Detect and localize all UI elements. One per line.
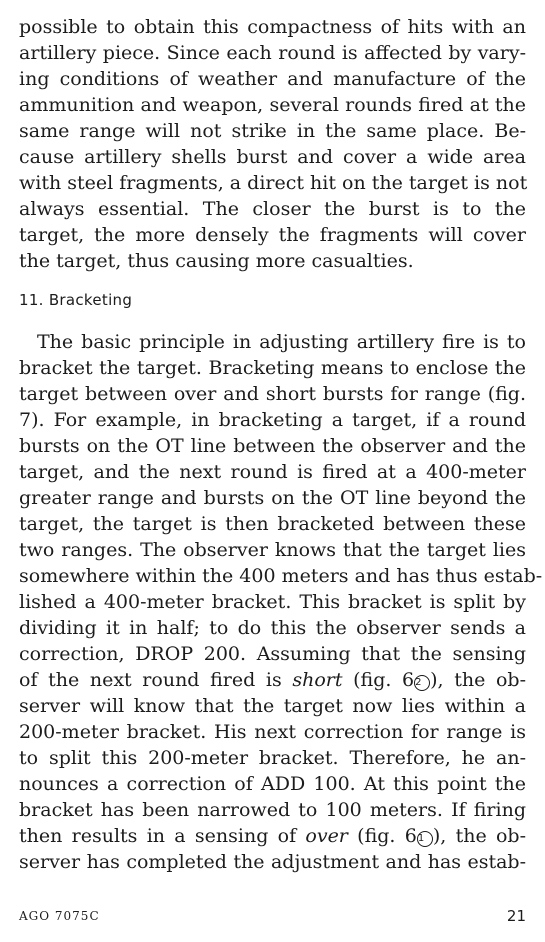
text-line: server will know that the target now lies within a xyxy=(19,695,526,717)
text-span: ), the ob- xyxy=(430,669,526,691)
text-line: dividing it in half; to do this the observer sends a xyxy=(19,617,526,639)
emphasis-short: short xyxy=(292,669,343,691)
text-line: two ranges. The observer knows that the target lies xyxy=(19,539,526,561)
text-line: bursts on the OT line between the observer and the xyxy=(19,435,526,457)
page-number: 21 xyxy=(506,907,526,925)
text-line: ammunition and weapon, several rounds fired at the xyxy=(19,94,526,116)
text-line-short xyxy=(19,667,526,693)
text-span: then results in a sensing of xyxy=(19,825,306,847)
text-line: possible to obtain this compactness of hits with an xyxy=(19,16,526,38)
document-code: AGO 7075C xyxy=(19,909,100,923)
text-line: lished a 400-meter bracket. This bracket is split by xyxy=(19,591,526,613)
circled-number: 1 xyxy=(417,831,433,847)
text-line: cause artillery shells burst and cover a wide area xyxy=(19,146,526,168)
text-line: target, and the next round is fired at a 400-meter xyxy=(19,461,526,483)
text-line: The basic principle in adjusting artillery fire is to xyxy=(37,331,526,353)
text-line: target between over and short bursts for range (fig. xyxy=(19,383,526,405)
circled-number: 2 xyxy=(414,675,430,691)
text-line: with steel fragments, a direct hit on the target is not xyxy=(19,172,528,194)
text-span: (fig. 6 xyxy=(347,825,417,847)
text-line: somewhere within the 400 meters and has thus estab- xyxy=(19,565,543,587)
text-line: greater range and bursts on the OT line beyond the xyxy=(19,487,526,509)
section-heading: 11. Bracketing xyxy=(19,291,133,309)
text-span: (fig. 6 xyxy=(342,669,415,691)
text-line: bracket has been narrowed to 100 meters. If firing xyxy=(19,799,526,821)
text-line: artillery piece. Since each round is affected by vary- xyxy=(19,42,526,64)
text-line: to split this 200-meter bracket. Therefore, he an- xyxy=(19,747,526,769)
text-line: same range will not strike in the same place. Be- xyxy=(19,120,526,142)
text-line: 200-meter bracket. His next correction for range is xyxy=(19,721,526,743)
text-line: correction, DROP 200. Assuming that the sensing xyxy=(19,643,526,665)
emphasis-over: over xyxy=(305,825,348,847)
text-line: ing conditions of weather and manufacture of the xyxy=(19,68,526,90)
text-line: always essential. The closer the burst is to the xyxy=(19,198,526,220)
text-line: target, the target is then bracketed between these xyxy=(19,513,526,535)
text-line: server has completed the adjustment and has estab- xyxy=(19,851,526,873)
text-line: bracket the target. Bracketing means to enclose the xyxy=(19,357,526,379)
text-span: ), the ob- xyxy=(432,825,526,847)
text-line: the target, thus causing more casualties. xyxy=(19,250,414,272)
text-line: 7). For example, in bracketing a target, if a round xyxy=(19,409,526,431)
text-span: of the next round fired is xyxy=(19,669,293,691)
text-line: nounces a correction of ADD 100. At this point the xyxy=(19,773,526,795)
text-line: target, the more densely the fragments will cover xyxy=(19,224,526,246)
text-line-over xyxy=(19,823,526,849)
